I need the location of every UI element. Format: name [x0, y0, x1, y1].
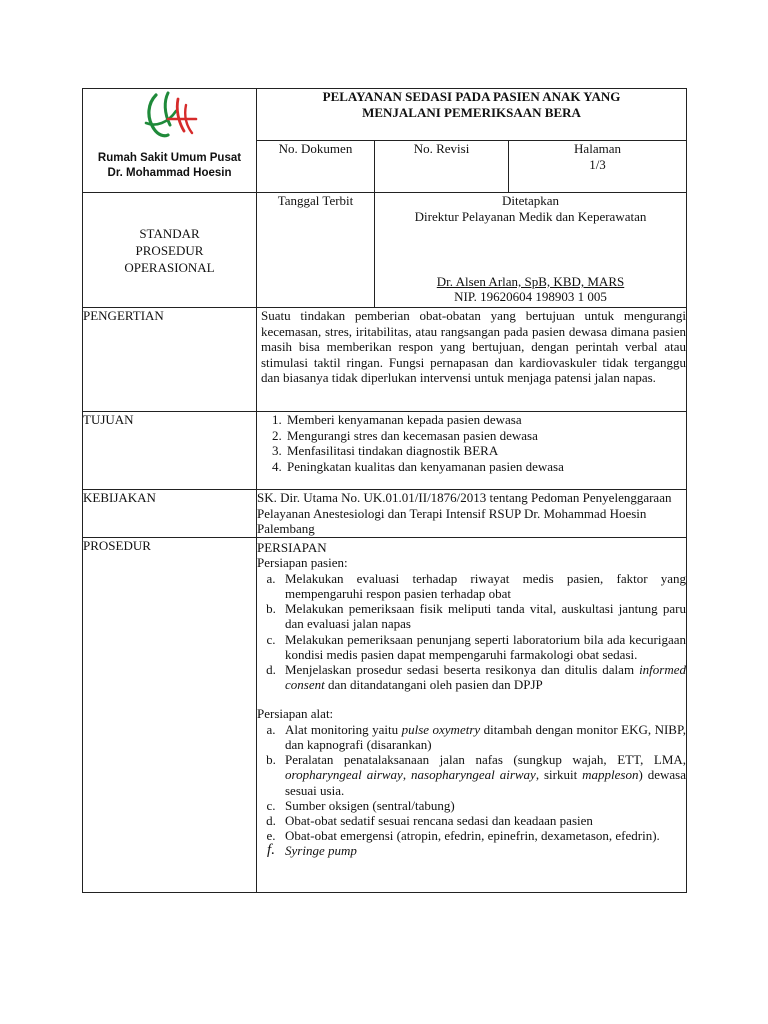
list-text: Obat-obat emergensi (atropin, efedrin, epinefrin, dexametason, efedrin). [285, 828, 660, 844]
list-text-italic: oropharyngeal airway [285, 767, 403, 783]
list-marker: b. [266, 752, 276, 768]
list-text-part: Menjelaskan prosedur sedasi beserta resikonya dan ditulis dalam [285, 662, 635, 678]
list-text-italic: nasopharyngeal airway [411, 767, 536, 783]
ditetapkan-label: Ditetapkan [501, 193, 560, 208]
hospital-identity-cell [83, 89, 257, 193]
halaman-label: Halaman [574, 141, 621, 156]
hospital-name [83, 151, 256, 181]
signatory-nip: NIP. 19620604 198903 1 005 [454, 289, 607, 304]
sop-label-line1: STANDAR [139, 225, 200, 241]
sop-label-line2: PROSEDUR [135, 242, 204, 258]
document-title [257, 89, 687, 141]
list-text-part: Alat monitoring yaitu [285, 721, 402, 737]
no-dokumen-cell [257, 141, 375, 193]
list-item [257, 632, 686, 662]
list-item [257, 571, 686, 601]
list-item [257, 722, 686, 752]
prosedur-section-title: PERSIAPAN [257, 540, 327, 555]
ditetapkan-by: Direktur Pelayanan Medik dan Keperawatan [414, 209, 647, 224]
persiapan-alat-list [257, 722, 686, 859]
list-item [257, 843, 686, 858]
tujuan-item: 4. Peningkatan kualitas dan kenyamanan pasien dewasa [285, 459, 686, 475]
list-text-part: , [402, 767, 412, 783]
list-marker: a. [266, 721, 276, 737]
list-text-italic: Syringe pump [285, 843, 357, 859]
sop-table [82, 88, 687, 893]
prosedur-label: PROSEDUR [83, 538, 257, 893]
signatory-name: Dr. Alsen Arlan, SpB, KBD, MARS [436, 274, 625, 289]
list-text-part: ditambah dengan monitor EKG, NIBP, dan kapnografi (disarankan) [285, 721, 687, 753]
list-marker: d. [266, 813, 276, 829]
hospital-logo-icon [138, 89, 202, 141]
document-title-line2: MENJALANI PEMERIKSAAN BERA [362, 105, 581, 120]
halaman-value: 1/3 [589, 157, 606, 172]
no-revisi-cell [375, 141, 509, 193]
list-item [257, 828, 686, 843]
list-text [285, 662, 686, 692]
list-text [285, 722, 686, 752]
hospital-name-line2: Dr. Mohammad Hoesin [107, 167, 232, 179]
persiapan-pasien-title: Persiapan pasien: [257, 555, 348, 571]
list-text-part: dan ditandatangani oleh pasien dan DPJP [324, 677, 543, 693]
tanggal-terbit-cell [257, 193, 375, 308]
kebijakan-cell [257, 490, 687, 538]
list-marker: b. [266, 601, 276, 617]
list-marker: c. [266, 631, 276, 647]
list-text-part: , sirkuit [535, 767, 583, 783]
tujuan-item: 3. Menfasilitasi tindakan diagnostik BERA [285, 443, 686, 459]
pengertian-text: Suatu tindakan pemberian obat-obatan yang bertujuan untuk mengurangi kecemasan, stres, iritabilitas, atau rangsangan pada pasien dewasa dimana pasien masih bisa memberikan respon yang bertujuan, dengan perintah verbal atau stimulasi taktil ringan. Fungsi pernapasan dan kardiovaskuler tidak terganggu dan biasanya tidak diperlukan intervensi untuk menjaga patensi jalan napas. [261, 308, 687, 386]
tujuan-cell [257, 412, 687, 490]
kebijakan-text: SK. Dir. Utama No. UK.01.01/II/1876/2013 tentang Pedoman Penyelenggaraan Pelayanan Anestesiologi dan Terapi Intensif RSUP Dr. Mohammad Hoesin Palembang [257, 490, 672, 537]
list-text: Sumber oksigen (sentral/tabung) [285, 797, 455, 813]
list-item [257, 601, 686, 631]
list-text: Obat-obat sedatif sesuai rencana sedasi dan keadaan pasien [285, 813, 593, 829]
list-text [285, 843, 686, 858]
tujuan-label: TUJUAN [83, 412, 257, 490]
pengertian-cell [257, 308, 687, 412]
list-text: Melakukan pemeriksaan fisik meliputi tanda vital, auskultasi jantung paru dan evaluasi jalan napas [285, 601, 687, 632]
ditetapkan-cell [375, 193, 687, 308]
pengertian-label: PENGERTIAN [83, 308, 257, 412]
list-marker: d. [266, 662, 276, 678]
persiapan-pasien-list [257, 571, 686, 693]
list-text [285, 752, 686, 798]
list-marker: e. [266, 828, 276, 844]
list-text-part: ) dewasa sesuai usia. [285, 767, 687, 798]
sop-label-cell [83, 193, 257, 308]
list-item [257, 798, 686, 813]
sop-label-line3: OPERASIONAL [124, 259, 215, 275]
document-title-line1: PELAYANAN SEDASI PADA PASIEN ANAK YANG [322, 89, 621, 104]
halaman-cell [509, 141, 687, 193]
tujuan-item: 1. Memberi kenyamanan kepada pasien dewasa [285, 412, 686, 428]
hospital-name-line1: Rumah Sakit Umum Pusat [97, 152, 242, 164]
prosedur-cell [257, 538, 687, 893]
list-item [257, 813, 686, 828]
list-item [257, 752, 686, 798]
kebijakan-label: KEBIJAKAN [83, 490, 257, 538]
list-marker: c. [266, 797, 276, 813]
list-text-part: Peralatan penatalaksanaan jalan nafas (sungkup wajah, ETT, LMA, [285, 752, 687, 768]
list-text: Melakukan evaluasi terhadap riwayat medis pasien, faktor yang mempengaruhi respon pasien terhadap obat [285, 570, 687, 602]
persiapan-alat-title: Persiapan alat: [257, 706, 334, 722]
no-revisi-label: No. Revisi [413, 141, 470, 156]
list-marker: f. [267, 842, 275, 859]
tujuan-list [257, 412, 686, 474]
list-item [257, 662, 686, 692]
list-text-italic: mappleson [582, 767, 639, 783]
list-text-italic: informed consent [285, 662, 687, 693]
list-text-italic: pulse oxymetry [401, 721, 481, 737]
list-text: Melakukan pemeriksaan penunjang seperti laboratorium bila ada kecurigaan kondisi medis pasien dapat mempengaruhi farmakologi obat sedasi. [285, 631, 687, 662]
tujuan-item: 2. Mengurangi stres dan kecemasan pasien dewasa [285, 428, 686, 444]
list-marker: a. [266, 570, 276, 586]
no-dokumen-label: No. Dokumen [278, 141, 353, 156]
tanggal-terbit-label: Tanggal Terbit [277, 193, 354, 208]
